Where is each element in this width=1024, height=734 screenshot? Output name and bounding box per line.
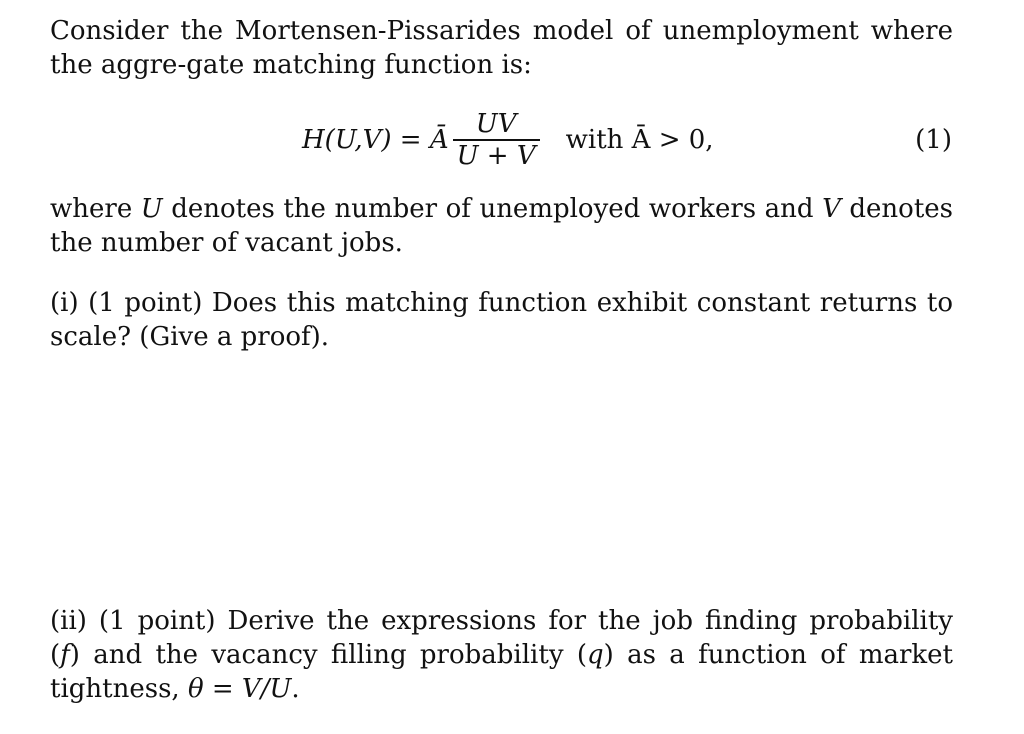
q2-text-3: ) as a function of market tightness, <box>50 640 953 704</box>
var-f: f <box>60 640 70 670</box>
fraction-numerator: UV <box>475 109 517 140</box>
intro-paragraph: Consider the Mortensen-Pissarides model of unemployment where the aggre-gate matching function is: <box>50 16 953 80</box>
q2-text-2: ) and the vacancy filling probability ( <box>69 640 587 670</box>
var-q: q <box>586 640 604 670</box>
theta-expression: θ = V/U <box>187 674 292 704</box>
equation-lhs: H(U,V) = Ā <box>302 125 449 155</box>
where-text-2: denotes the number of unemployed workers and <box>162 194 823 224</box>
question-1: (i) (1 point) Does this matching function exhibit constant returns to scale? (Give a proof). <box>50 288 953 352</box>
equation-condition: with Ā > 0, <box>565 125 714 155</box>
var-u: U <box>140 194 163 224</box>
variable-definitions-paragraph <box>50 192 953 260</box>
where-text-1: where <box>50 194 141 224</box>
var-v: V <box>822 194 841 224</box>
matching-function-equation <box>0 104 1024 176</box>
fraction-denominator: U + V <box>456 140 536 171</box>
equation-fraction <box>453 109 540 171</box>
q2-text-4: . <box>291 674 300 704</box>
q2-text-1: (ii) (1 point) Derive the expressions for the job finding probability ( <box>50 606 953 670</box>
where-text-3: denotes the number of vacant jobs. <box>50 194 954 258</box>
question-2 <box>50 604 953 706</box>
equation-number: (1) <box>915 125 952 155</box>
